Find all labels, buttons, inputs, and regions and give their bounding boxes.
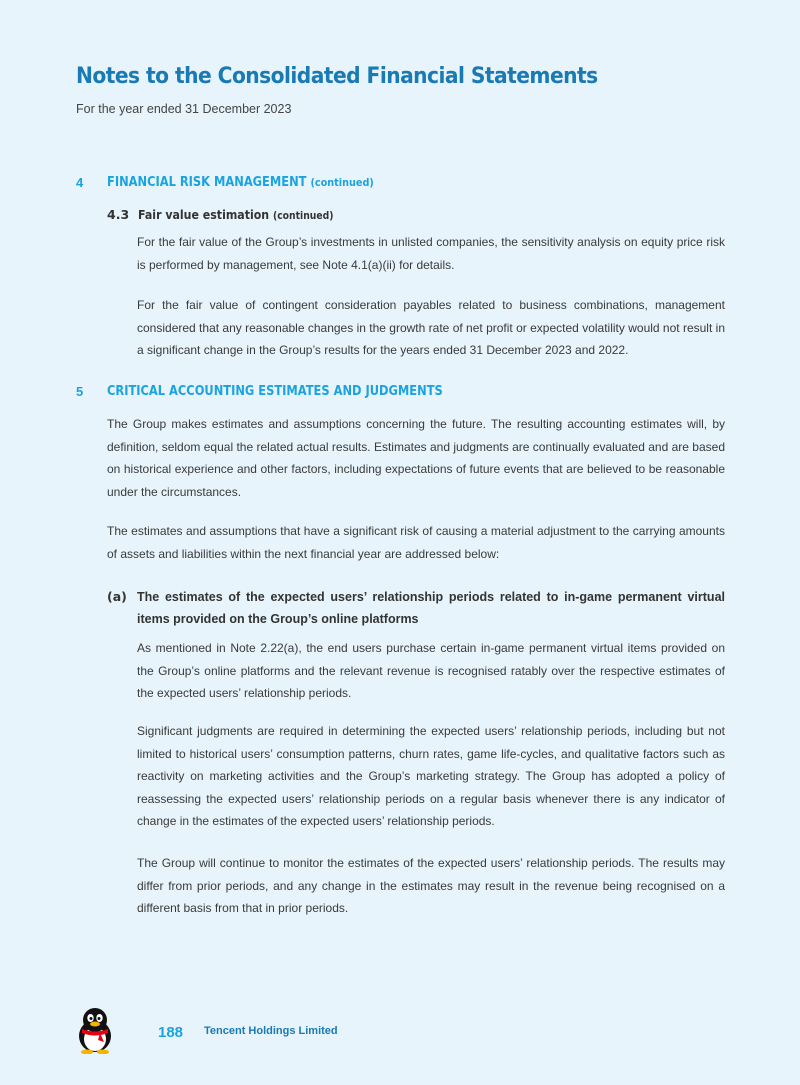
penguin-mascot-icon xyxy=(74,1006,116,1054)
paragraph: The estimates and assumptions that have a significant risk of causing a material adjustment to the carrying amounts of assets and liabilities within the next financial year are addressed below: xyxy=(107,524,725,561)
subsection-number: 4.3 xyxy=(107,207,130,222)
paragraph: Significant judgments are required in determining the expected users’ relationship periods, including but not limited to historical users’ consumption patterns, churn rates, game life-cycles, and qualitative factors such as reactivity on marketing activities and the Group’s marketing strategy. The Group has adopted a policy of reassessing the expected users’ relationship periods on a regular basis whenever there is any indicator of change in the estimates of the expected users’ relationship periods. xyxy=(137,724,725,828)
subsection-title xyxy=(138,207,333,222)
page-subtitle: For the year ended 31 December 2023 xyxy=(76,102,292,116)
item-label: (a) xyxy=(107,589,127,604)
paragraph: For the fair value of the Group’s investments in unlisted companies, the sensitivity analysis on equity price risk is performed by management, see Note 4.1(a)(ii) for details. xyxy=(137,235,725,272)
section-title: CRITICAL ACCOUNTING ESTIMATES AND JUDGMENTS xyxy=(107,384,443,399)
paragraph: The Group will continue to monitor the estimates of the expected users’ relationship periods. The results may differ from prior periods, and any change in the estimates may result in the revenue being recognised on a different basis from that in prior periods. xyxy=(137,856,725,915)
subsection-continued-note: (continued) xyxy=(272,210,334,222)
section-title xyxy=(107,175,374,190)
subsection-title-text: Fair value estimation xyxy=(138,207,270,222)
company-name: Tencent Holdings Limited xyxy=(204,1025,338,1037)
item-title: The estimates of the expected users’ relationship periods related to in-game permanent virtual items provided on the Group’s online platforms xyxy=(137,590,725,626)
section-continued-note: (continued) xyxy=(310,176,374,189)
section-title-text: FINANCIAL RISK MANAGEMENT xyxy=(107,175,307,190)
section-number: 4 xyxy=(76,175,84,190)
page-number: 188 xyxy=(158,1024,184,1041)
paragraph: The Group makes estimates and assumptions concerning the future. The resulting accounting estimates will, by definition, seldom equal the related actual results. Estimates and judgments are continually evaluated and are based on historical experience and other factors, including expectations of future events that are believed to be reasonable under the circumstances. xyxy=(107,417,725,499)
paragraph: For the fair value of contingent consideration payables related to business combinations, management considered that any reasonable changes in the growth rate of net profit or expected volatility would not result in a significant change in the Group’s results for the years ended 31 December 2023 and 2022. xyxy=(137,298,725,357)
section-number: 5 xyxy=(76,384,84,399)
paragraph: As mentioned in Note 2.22(a), the end users purchase certain in-game permanent virtual items provided on the Group’s online platforms and the relevant revenue is recognised ratably over the respective estimates of the expected users’ relationship periods. xyxy=(137,641,725,700)
page-title: Notes to the Consolidated Financial Statements xyxy=(76,64,598,89)
